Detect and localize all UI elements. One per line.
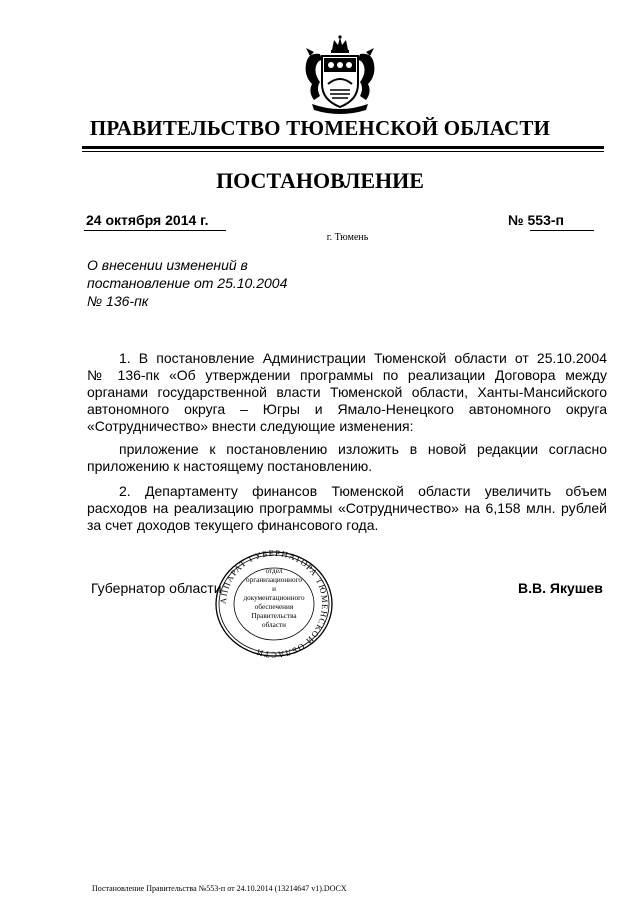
stamp-center-line: и — [272, 585, 276, 593]
number-underline — [530, 230, 594, 231]
document-date: 24 октября 2014 г. — [86, 212, 209, 228]
right-sable-supporter-icon — [358, 48, 374, 100]
paragraph-line: автономного округа – Югры и Ямало-Ненецкого автономного округа — [87, 401, 607, 417]
paragraph-1-continuation — [87, 441, 607, 475]
paragraph-line: за счет доходов текущего финансового года. — [87, 517, 379, 533]
document-type-title: ПОСТАНОВЛЕНИЕ — [216, 168, 424, 193]
signatory-title: Губернатор области — [91, 580, 222, 596]
document-footer: Постановление Правительства №553-п от 24.10.2014 (13214647 v1).DOCX — [92, 884, 347, 893]
stamp-center-line: обеспечения — [254, 603, 294, 611]
official-stamp — [212, 548, 336, 660]
coat-of-arms-emblem — [298, 34, 382, 114]
shield-icon — [322, 56, 358, 107]
organization-title: ПРАВИТЕЛЬСТВО ТЮМЕНСКОЙ ОБЛАСТИ — [89, 116, 551, 140]
left-sable-supporter-icon — [306, 48, 322, 100]
stamp-center-line: области — [261, 621, 287, 629]
paragraph-line: 2. Департаменту финансов Тюменской области увеличить объем — [119, 483, 607, 499]
paragraph-line: 1. В постановление Администрации Тюменской области от 25.10.2004 — [119, 350, 607, 366]
header-divider-thin — [82, 151, 604, 152]
paragraph-line: органами государственной власти Тюменской области, Ханты-Мансийского — [87, 384, 607, 400]
paragraph-line: приложению к настоящему постановлению. — [87, 458, 373, 474]
date-underline — [84, 230, 226, 231]
stamp-center-line: отдел — [265, 567, 283, 575]
signatory-name: В.В. Якушев — [518, 580, 603, 596]
stamp-center-line: Правительства — [251, 612, 297, 620]
paragraph-line: № 136-пк «Об утверждении программы по реализации Договора между — [87, 367, 607, 383]
stamp-center-line: организационного — [246, 576, 302, 584]
header-divider-thick — [82, 146, 604, 149]
stamp-center-line: документационного — [243, 594, 305, 602]
crown-icon — [331, 35, 349, 53]
document-subject — [87, 256, 327, 310]
stamp-ring-text: АППАРАТ ГУБЕРНАТОРА ТЮМЕНСКОЙ ОБЛАСТИ — [217, 548, 331, 660]
paragraph-2 — [87, 483, 607, 534]
paragraph-line: расходов на реализацию программы «Сотрудничество» на 6,158 млн. рублей — [87, 500, 607, 516]
document-number: № 553-п — [508, 212, 564, 228]
paragraph-line: приложение к постановлению изложить в новой редакции согласно — [119, 441, 607, 457]
paragraph-line: «Сотрудничество» внести следующие изменения: — [87, 418, 414, 434]
document-city: г. Тюмень — [326, 232, 369, 243]
paragraph-1 — [87, 350, 607, 435]
subject-line: № 136-пк — [87, 293, 149, 309]
subject-line: постановление от 25.10.2004 — [87, 275, 288, 291]
subject-line: О внесении изменений в — [87, 257, 248, 273]
